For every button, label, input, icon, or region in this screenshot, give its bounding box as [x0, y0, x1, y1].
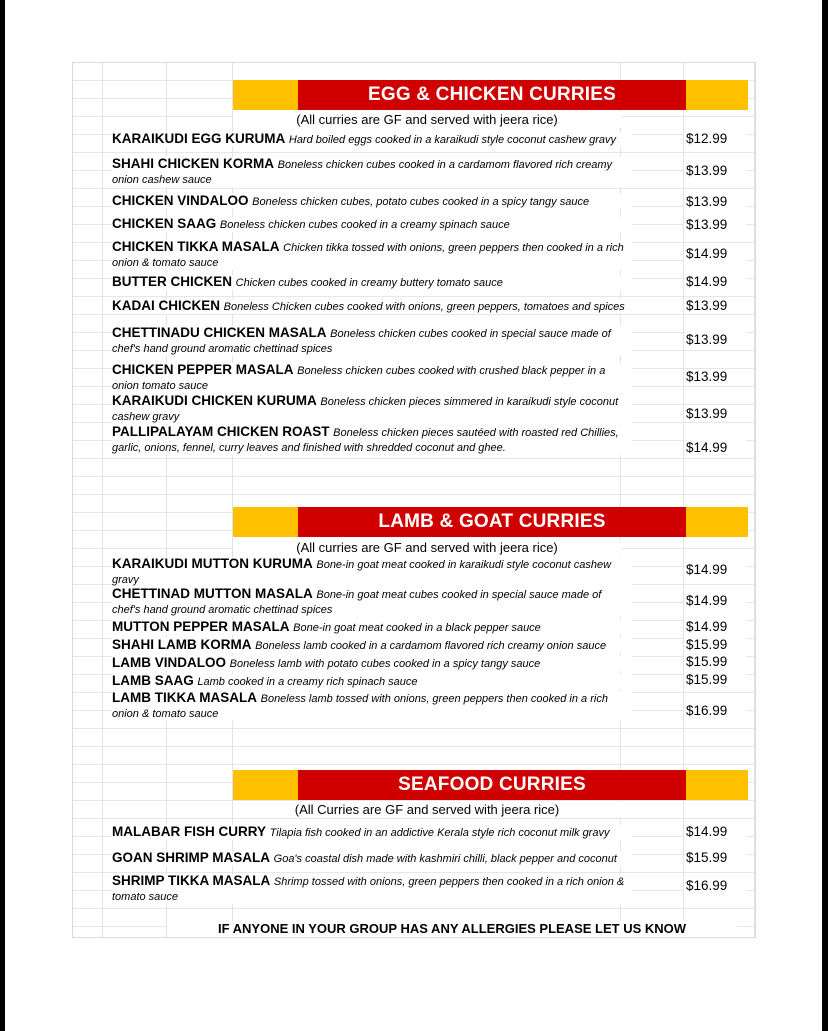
section-banner-lamb-goat	[233, 507, 748, 537]
item-description: Boneless chicken cubes cooked in special sauce made of chef's hand ground aromatic chettinad spices	[112, 328, 611, 355]
section-subtitle: (All Curries are GF and served with jeera rice)	[233, 802, 621, 818]
menu-item	[112, 299, 632, 314]
item-price: $15.99	[684, 637, 746, 653]
item-name: GOAN SHRIMP MASALA	[112, 850, 271, 865]
item-price: $13.99	[684, 163, 746, 179]
menu-item	[112, 217, 632, 232]
item-description: Boneless chicken pieces simmered in karaikudi style coconut cashew gravy	[112, 396, 619, 423]
item-price: $14.99	[684, 274, 746, 290]
item-price: $15.99	[684, 654, 746, 670]
item-description: Boneless lamb tossed with onions, green peppers then cooked in a rich onion & tomato sauce	[112, 693, 608, 720]
item-description: Boneless chicken cubes cooked in a cardamom flavored rich creamy onion cashew sauce	[112, 159, 613, 186]
item-name: CHETTINADU CHICKEN MASALA	[112, 325, 327, 340]
menu-item	[112, 275, 632, 290]
item-description: Bone-in goat meat cubes cooked in special sauce made of chef's hand ground aromatic chettinad spices	[112, 589, 602, 616]
item-description: Boneless chicken cubes, potato cubes cooked in a spicy tangy sauce	[252, 196, 590, 208]
section-banner-egg-chicken	[233, 80, 748, 110]
section-subtitle: (All curries are GF and served with jeera rice)	[233, 540, 621, 556]
menu-item	[112, 851, 632, 866]
menu-item	[112, 874, 632, 904]
menu-item	[112, 363, 632, 393]
item-description: Shrimp tossed with onions, green peppers then cooked in a rich onion & tomato sauce	[112, 876, 625, 903]
menu-item	[112, 132, 632, 147]
item-price: $13.99	[684, 298, 746, 314]
item-name: CHICKEN PEPPER MASALA	[112, 362, 294, 377]
item-name: BUTTER CHICKEN	[112, 274, 232, 289]
menu-item	[112, 691, 632, 721]
item-description: Boneless chicken pieces sautéed with roasted red Chillies, garlic, onions, fennel, curry leaves and finished with shredded coconut and ghee.	[112, 427, 619, 454]
item-name: PALLIPALAYAM CHICKEN ROAST	[112, 424, 330, 439]
item-name: SHAHI CHICKEN KORMA	[112, 156, 274, 171]
menu-item	[112, 425, 632, 455]
item-name: LAMB TIKKA MASALA	[112, 690, 257, 705]
menu-item	[112, 656, 632, 671]
menu-item	[112, 638, 632, 653]
item-name: MALABAR FISH CURRY	[112, 824, 266, 839]
item-price: $13.99	[684, 217, 746, 233]
item-name: KARAIKUDI MUTTON KURUMA	[112, 556, 313, 571]
item-description: Hard boiled eggs cooked in a karaikudi style coconut cashew gravy	[288, 134, 617, 146]
item-description: Chicken cubes cooked in creamy buttery tomato sauce	[235, 277, 503, 289]
menu-item	[112, 157, 632, 187]
menu-item	[112, 620, 632, 635]
banner-accent-right	[686, 507, 748, 537]
menu-item	[112, 674, 632, 689]
item-name: KADAI CHICKEN	[112, 298, 220, 313]
banner-accent-left	[233, 507, 298, 537]
menu-item	[112, 394, 632, 424]
item-description: Goa's coastal dish made with kashmiri chilli, black pepper and coconut	[273, 853, 617, 865]
item-name: CHICKEN SAAG	[112, 216, 217, 231]
item-description: Boneless chicken cubes cooked in a creamy spinach sauce	[219, 219, 510, 231]
menu-item	[112, 825, 632, 840]
item-description: Tilapia fish cooked in an addictive Kerala style rich coconut milk gravy	[269, 827, 610, 839]
item-description: Lamb cooked in a creamy rich spinach sauce	[197, 676, 418, 688]
menu-item	[112, 240, 632, 270]
menu-item	[112, 587, 632, 617]
item-name: KARAIKUDI EGG KURUMA	[112, 131, 286, 146]
section-title: SEAFOOD CURRIES	[298, 770, 686, 800]
item-price: $15.99	[684, 850, 746, 866]
banner-accent-left	[233, 770, 298, 800]
menu-item	[112, 557, 632, 587]
item-price: $13.99	[684, 369, 746, 385]
item-name: SHAHI LAMB KORMA	[112, 637, 252, 652]
menu-page	[5, 0, 822, 1031]
item-name: CHICKEN TIKKA MASALA	[112, 239, 280, 254]
item-price: $14.99	[684, 562, 746, 578]
section-title: LAMB & GOAT CURRIES	[298, 507, 686, 537]
banner-accent-right	[686, 80, 748, 110]
item-name: LAMB VINDALOO	[112, 655, 226, 670]
menu-item	[112, 194, 632, 209]
item-name: SHRIMP TIKKA MASALA	[112, 873, 271, 888]
item-name: KARAIKUDI CHICKEN KURUMA	[112, 393, 317, 408]
section-banner-seafood	[233, 770, 748, 800]
banner-accent-left	[233, 80, 298, 110]
item-price: $12.99	[684, 131, 746, 147]
menu-sheet	[72, 62, 756, 938]
item-price: $14.99	[684, 246, 746, 262]
item-name: CHETTINAD MUTTON MASALA	[112, 586, 313, 601]
section-subtitle: (All curries are GF and served with jeera rice)	[233, 112, 621, 128]
menu-item	[112, 326, 632, 356]
item-price: $13.99	[684, 332, 746, 348]
item-price: $14.99	[684, 440, 746, 456]
item-price: $14.99	[684, 824, 746, 840]
item-price: $16.99	[684, 878, 746, 894]
item-description: Bone-in goat meat cooked in karaikudi style coconut cashew gravy	[112, 559, 612, 586]
item-name: CHICKEN VINDALOO	[112, 193, 249, 208]
item-price: $14.99	[684, 619, 746, 635]
item-name: MUTTON PEPPER MASALA	[112, 619, 290, 634]
item-description: Boneless chicken cubes cooked with crushed black pepper in a onion tomato sauce	[112, 365, 606, 392]
banner-accent-right	[686, 770, 748, 800]
item-description: Chicken tikka tossed with onions, green peppers then cooked in a rich onion & tomato sauce	[112, 242, 624, 269]
allergy-notice: IF ANYONE IN YOUR GROUP HAS ANY ALLERGIES PLEASE LET US KNOW	[167, 921, 737, 937]
item-description: Boneless lamb with potato cubes cooked in a spicy tangy sauce	[229, 658, 541, 670]
item-price: $13.99	[684, 406, 746, 422]
item-price: $16.99	[684, 703, 746, 719]
section-title: EGG & CHICKEN CURRIES	[298, 80, 686, 110]
item-description: Boneless Chicken cubes cooked with onions, green peppers, tomatoes and spices	[223, 301, 625, 313]
item-description: Bone-in goat meat cooked in a black pepper sauce	[293, 622, 541, 634]
item-price: $15.99	[684, 672, 746, 688]
item-price: $14.99	[684, 593, 746, 609]
item-price: $13.99	[684, 194, 746, 210]
item-name: LAMB SAAG	[112, 673, 194, 688]
item-description: Boneless lamb cooked in a cardamom flavored rich creamy onion sauce	[255, 640, 607, 652]
